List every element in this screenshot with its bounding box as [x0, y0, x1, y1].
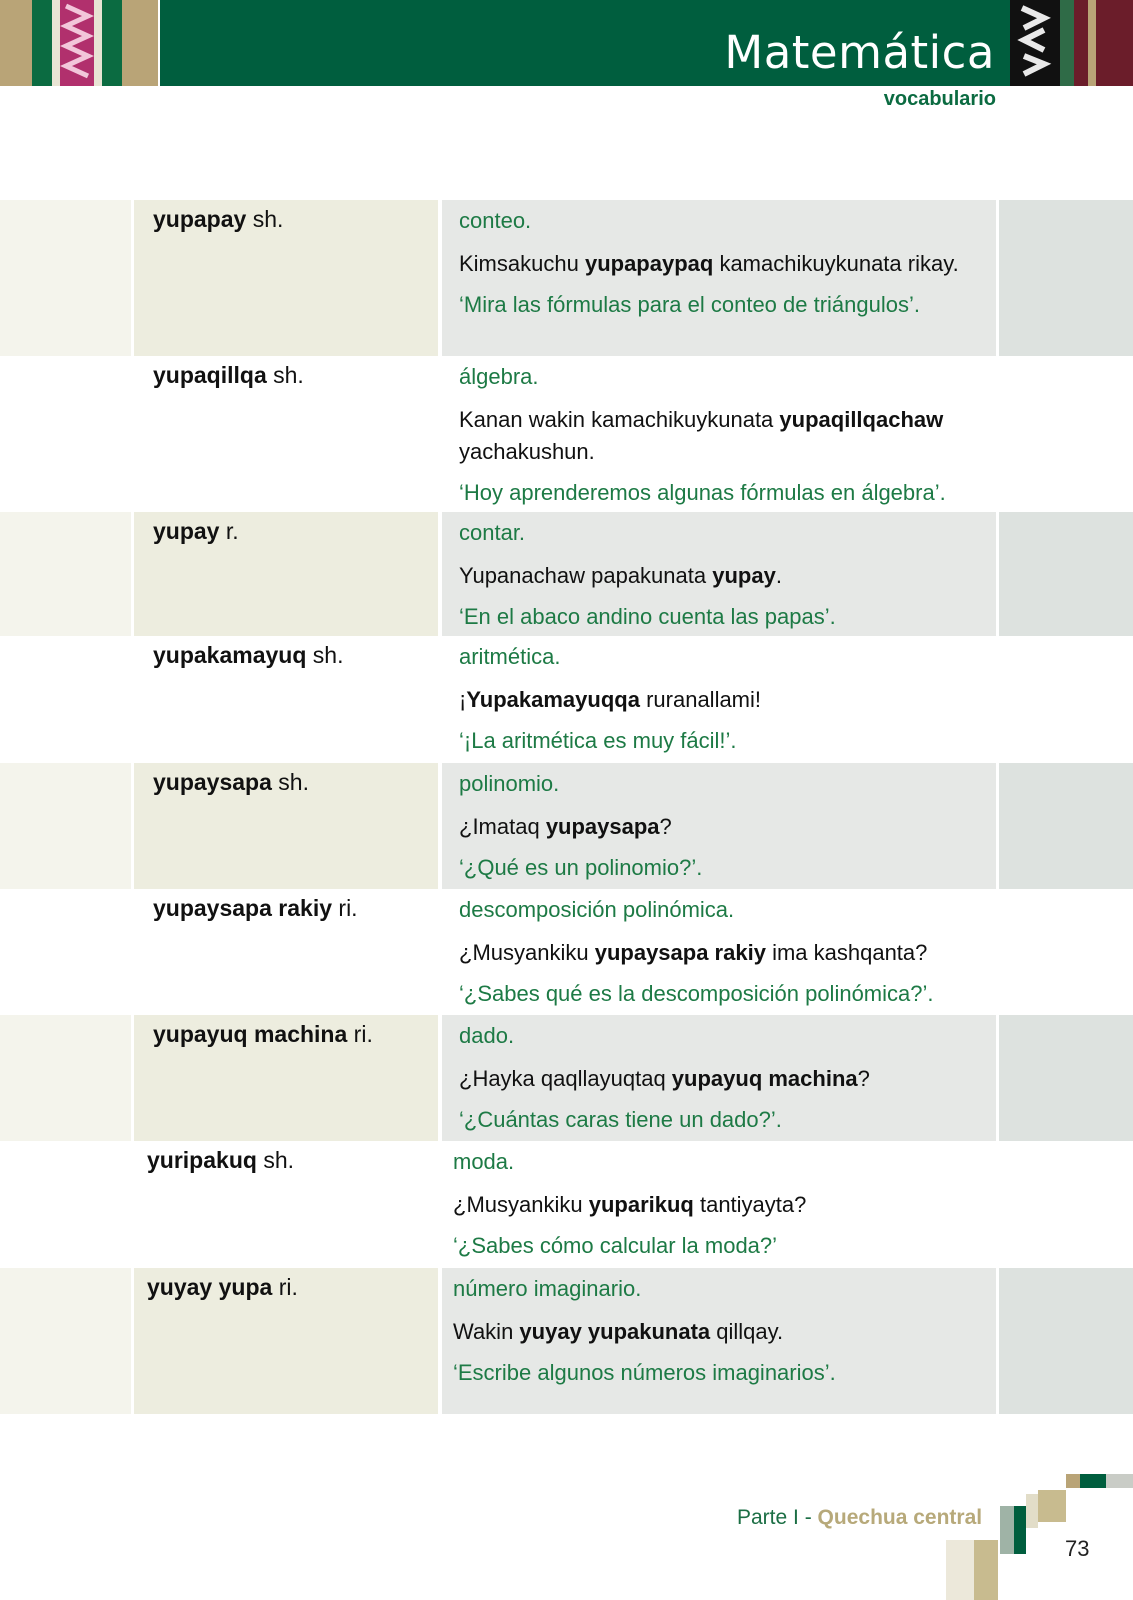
- quechua-example: ¿Musyankiku yupaysapa rakiy ima kashqanta?: [459, 940, 928, 965]
- vocab-row: [0, 1268, 1133, 1414]
- vocab-definition: [453, 1274, 983, 1388]
- vocab-row: [0, 889, 1133, 1015]
- header-stripe-tan: [0, 0, 32, 86]
- spanish-gloss: moda.: [453, 1149, 515, 1174]
- vocab-definition: [459, 206, 989, 320]
- header-pattern-black: [1010, 0, 1060, 86]
- example-translation: ‘En el abaco andino cuenta las papas’.: [459, 604, 836, 629]
- spanish-gloss: aritmética.: [459, 644, 561, 669]
- page-number: 73: [1065, 1536, 1090, 1561]
- example-translation: ‘¿Qué es un polinomio?’.: [459, 855, 703, 880]
- vocab-term: yupaysapa sh.: [153, 769, 309, 795]
- example-translation: ‘¿Cuántas caras tiene un dado?’.: [459, 1107, 782, 1132]
- quechua-example: ¿Imataq yupaysapa?: [459, 814, 672, 839]
- vocab-definition: [459, 895, 989, 1009]
- vocab-term: yuyay yupa ri.: [147, 1274, 298, 1300]
- page-header: [0, 0, 1133, 86]
- header-stripe-maroon-2: [1096, 0, 1133, 86]
- vocab-row: [0, 1141, 1133, 1268]
- quechua-example: Kanan wakin kamachikuykunata yupaqillqachaw yachakushun.: [459, 407, 944, 464]
- vocab-term: yupakamayuq sh.: [153, 642, 344, 668]
- example-translation: ‘Mira las fórmulas para el conteo de triángulos’.: [459, 292, 921, 317]
- vocab-term: yupayuq machina ri.: [153, 1021, 373, 1047]
- vocab-row: [0, 356, 1133, 512]
- quechua-example: ¿Musyankiku yuparikuq tantiyayta?: [453, 1192, 807, 1217]
- quechua-example: Kimsakuchu yupapaypaq kamachikuykunata rikay.: [459, 251, 959, 276]
- vocab-definition: [459, 1021, 989, 1135]
- spanish-gloss: dado.: [459, 1023, 515, 1048]
- footer-section-label: Parte I - Quechua central: [737, 1506, 983, 1529]
- quechua-example: Yupanachaw papakunata yupay.: [459, 563, 782, 588]
- vocab-definition: [459, 518, 989, 632]
- vocab-row: [0, 763, 1133, 889]
- header-stripe-light: [52, 0, 60, 86]
- header-stripe-tan-3: [1088, 0, 1096, 86]
- header-stripe-light-2: [94, 0, 102, 86]
- header-stripe-tan-2: [122, 0, 158, 86]
- vocab-term: yupay r.: [153, 518, 239, 544]
- vocab-row: [0, 512, 1133, 636]
- header-pattern-magenta: [60, 0, 94, 86]
- example-translation: ‘Hoy aprenderemos algunas fórmulas en álgebra’.: [459, 480, 946, 505]
- vocab-definition: [459, 362, 989, 508]
- page-title: Matemática: [724, 26, 995, 79]
- vocab-term: yuripakuq sh.: [147, 1147, 294, 1173]
- vocab-definition: [459, 642, 989, 756]
- vocab-row: [0, 200, 1133, 356]
- spanish-gloss: polinomio.: [459, 771, 560, 796]
- quechua-example: Wakin yuyay yupakunata qillqay.: [453, 1319, 784, 1344]
- vocabulary-table: [0, 200, 1133, 1414]
- header-stripe-green-2: [102, 0, 122, 86]
- spanish-gloss: conteo.: [459, 208, 532, 233]
- vocab-row: [0, 1015, 1133, 1141]
- spanish-gloss: número imaginario.: [453, 1276, 642, 1301]
- spanish-gloss: álgebra.: [459, 364, 539, 389]
- vocab-term: yupapay sh.: [153, 206, 284, 232]
- page-subtitle: vocabulario: [883, 88, 996, 110]
- example-translation: ‘¡La aritmética es muy fácil!’.: [459, 728, 737, 753]
- header-stripe-green: [32, 0, 52, 86]
- example-translation: ‘¿Sabes cómo calcular la moda?’: [453, 1233, 778, 1258]
- example-translation: ‘Escribe algunos números imaginarios’.: [453, 1360, 836, 1385]
- vocab-term: yupaqillqa sh.: [153, 362, 304, 388]
- header-stripe-green-3: [1060, 0, 1074, 86]
- vocab-row: [0, 636, 1133, 763]
- quechua-example: ¿Hayka qaqllayuqtaq yupayuq machina?: [459, 1066, 870, 1091]
- quechua-example: ¡Yupakamayuqqa ruranallami!: [459, 687, 762, 712]
- spanish-gloss: descomposición polinómica.: [459, 897, 735, 922]
- header-stripe-maroon: [1074, 0, 1088, 86]
- spanish-gloss: contar.: [459, 520, 526, 545]
- vocab-term: yupaysapa rakiy ri.: [153, 895, 358, 921]
- vocab-definition: [459, 769, 989, 883]
- vocab-definition: [453, 1147, 983, 1261]
- example-translation: ‘¿Sabes qué es la descomposición polinómica?’.: [459, 981, 934, 1006]
